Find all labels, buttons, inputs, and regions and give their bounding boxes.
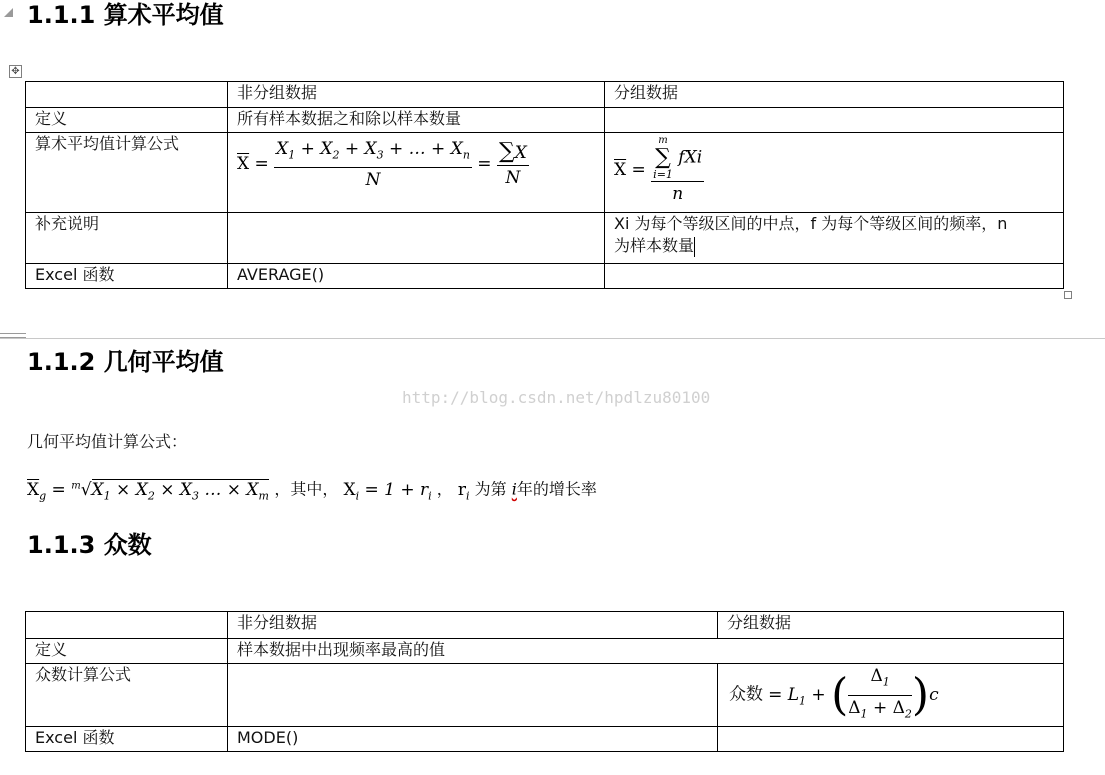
table-move-handle-icon[interactable]: ✥ [9,65,22,78]
geometric-mean-formula: $\overline{X}_g = ^m√X_1 \times X_2 \times X_3$ … × $X_m$ [27,479,269,503]
collapse-heading-icon[interactable] [4,8,13,17]
where-text: ，其中， [274,479,339,499]
excel-function-grouped [605,264,1064,289]
mode-prefix: 众数 [729,684,763,705]
row-label: 定义 [26,639,228,664]
growth-relation: $X_i = 1 + r_i$ [343,479,432,503]
row-label: 补充说明 [26,213,228,264]
arithmetic-mean-formula: $\overline{X}$ = $\frac{X_1 + X_2 + X_3 + \dots + X_n}{N}$ = $\frac{\sum X}{N}$ [237,138,527,191]
table-row [26,727,1064,752]
header-empty [26,82,228,108]
formula-ungrouped [228,133,605,213]
mode-definition: 样本数据中出现频率最高的值 [228,639,1064,664]
table-row [26,133,1064,213]
header-empty [26,612,228,639]
note-ungrouped [228,213,605,264]
note-grouped [605,213,1064,264]
table-row [26,639,1064,664]
geometric-formula-label: 几何平均值计算公式： [27,432,188,451]
table-row [26,213,1064,264]
mode-formula-grouped [718,664,1064,727]
page-break-icon [0,330,26,342]
section-2-heading: 1.1.2 几何平均值 [27,348,224,376]
table-row [26,108,1064,133]
note-line-2: 为样本数量 [614,236,695,255]
weighted-mean-formula: $\overline{X}$ = m ∑ i=1 fXi n [614,135,703,204]
table-header-row [26,612,1064,639]
i-symbol: i [511,479,517,499]
table-row [26,264,1064,289]
header-ungrouped: 非分组数据 [228,612,718,639]
excel-function-grouped [718,727,1064,752]
header-ungrouped: 非分组数据 [228,82,605,108]
geometric-formula-line: $\overline{X}_g = ^m√X_1 \times X_2 \times X_3$ … × $X_m$ ，其中， $X_i = 1 + r_i$ ， $r_i$ 为第 i年的增长率 [27,479,597,503]
section-1-heading: 1.1.1 算术平均值 [27,1,224,29]
row-label: Excel 函数 [26,264,228,289]
row-label: 算术平均值计算公式 [26,133,228,213]
row-label: Excel 函数 [26,727,228,752]
header-grouped: 分组数据 [605,82,1064,108]
ri-text: 为第 [474,479,507,499]
note-line-1: Xi 为每个等级区间的中点，f 为每个等级区间的频率，n [614,214,1008,233]
excel-function: AVERAGE() [228,264,605,289]
mode-formula-ungrouped [228,664,718,727]
header-grouped: 分组数据 [718,612,1064,639]
mode-table [25,611,1064,752]
table-header-row [26,82,1064,108]
ri-symbol: $r_i$ [457,479,470,503]
row-label: 众数计算公式 [26,664,228,727]
excel-function: MODE() [228,727,718,752]
growth-text: 年的增长率 [516,479,597,499]
definition-grouped [605,108,1064,133]
definition-ungrouped: 所有样本数据之和除以样本数量 [228,108,605,133]
section-3-heading: 1.1.3 众数 [27,531,152,559]
mode-formula: = $L_1$ + ( $\frac{\Delta_1}{\Delta_1 + \Delta_2}$ )c [768,666,939,720]
page-break-line [0,338,1105,339]
arithmetic-mean-table [25,81,1064,289]
row-label: 定义 [26,108,228,133]
text-cursor [694,237,695,257]
watermark: http://blog.csdn.net/hpdlzu80100 [402,388,711,407]
table-resize-handle-icon[interactable] [1064,291,1072,299]
table-row [26,664,1064,727]
formula-grouped [605,133,1064,213]
